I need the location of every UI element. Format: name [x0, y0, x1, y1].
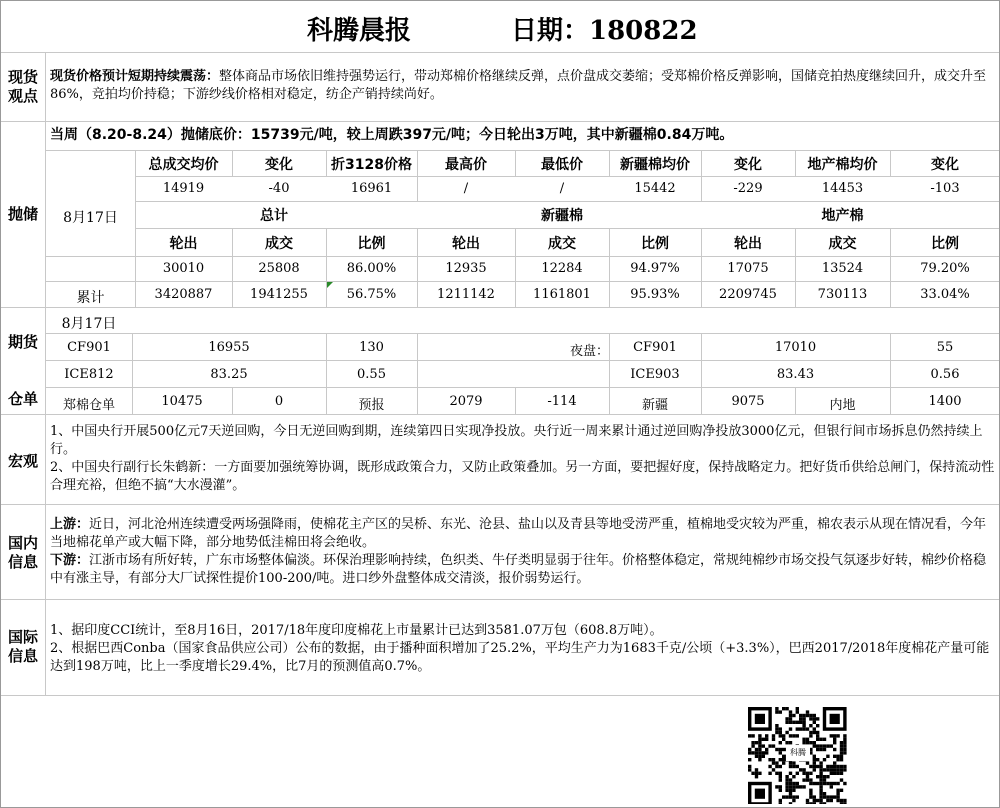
macro-label: 宏观	[7, 452, 38, 470]
table-cell: 14919	[162, 181, 205, 196]
warrant-cell: 2079	[449, 394, 483, 409]
futures-label: 期货	[7, 333, 38, 351]
futures-cell: 55	[936, 340, 954, 355]
table-header-cell: 地产棉均价	[807, 157, 878, 173]
table-cell: 16961	[350, 181, 393, 196]
table-header-cell: 比例	[641, 236, 669, 252]
domestic-upstream: 上游：近日，河北沧州连续遭受两场强降雨，使棉花主产区的吴桥、东光、沧县、盐山以及青县等地受涝严重，植棉地受灾较为严重，棉农表示从现在情况看，今年当地棉花单产或大幅下降，部分地势低洼棉田将会绝收。	[50, 517, 987, 550]
table-cell: 56.75%	[346, 287, 397, 302]
spot-view: 现货价格预计短期持续震荡：整体商品市场依旧维持强势运行，带动郑棉价格继续反弹，点价盘成交萎缩；受郑棉价格反弹影响，国储竞拍热度继续回升，成交升至86%，竞拍均价持稳；下游纱线价格相对稳定，纺企产销持续尚好。	[50, 69, 987, 102]
futures-date: 8月17日	[61, 316, 117, 332]
table-cell: 12935	[445, 261, 487, 276]
table-header-cell: 成交	[265, 236, 293, 252]
intl-label: 国际 信息	[7, 628, 38, 665]
table-cell: 1161801	[533, 287, 591, 302]
auction-date: 8月17日	[63, 210, 118, 226]
table-header-cell: 成交	[548, 236, 576, 252]
table-cell: 86.00%	[346, 261, 397, 276]
table-cell: 25808	[258, 261, 300, 276]
table-header-cell: 最低价	[541, 157, 583, 173]
table-cell: 95.93%	[630, 287, 680, 302]
warrant-label: 仓单	[7, 390, 38, 408]
table-header-cell: 总成交均价	[148, 157, 219, 173]
warrant-cell: 10475	[161, 394, 203, 409]
futures-cell: ICE812	[64, 367, 114, 382]
warrant-cell: 郑棉仓单	[62, 398, 115, 413]
warrant-cell: 9075	[731, 394, 765, 409]
intl-item-1: 1、据印度CCI统计，至8月16日，2017/18年度印度棉花上市量累计已达到3581.07万包（608.8万吨）。	[50, 623, 663, 638]
table-cell: 1211142	[437, 287, 495, 302]
comment-marker-icon	[327, 282, 333, 288]
futures-cell: CF901	[633, 340, 677, 355]
cumulative-label: 累计	[76, 290, 105, 306]
auction-summary: 当周（8.20-8.24）抛储底价：15739元/吨，较上周跌397元/吨；今日轮出3万吨，其中新疆棉0.84万吨。	[50, 127, 734, 143]
macro-item-1: 1、中国央行开展500亿元7天逆回购，今日无逆回购到期，连续第四日实现净投放。央行近一周来累计通过逆回购净投放3000亿元，但银行间市场拆息仍然持续上行。	[50, 424, 983, 457]
futures-cell: 130	[359, 340, 384, 355]
table-header-cell: 比例	[357, 236, 386, 252]
group-total: 总计	[260, 208, 288, 224]
futures-cell: 0.56	[930, 367, 960, 382]
group-xinjiang: 新疆棉	[541, 208, 583, 224]
table-header-cell: 折3128价格	[331, 157, 412, 173]
spot-label: 现货 观点	[7, 68, 38, 105]
report-title: 科腾晨报	[307, 16, 412, 46]
group-local: 地产棉	[821, 208, 864, 224]
table-cell: 94.97%	[630, 261, 680, 276]
futures-cell: 17010	[774, 340, 817, 355]
table-header-cell: 轮出	[169, 236, 198, 252]
table-cell: 12284	[541, 261, 583, 276]
warrant-cell: 1400	[928, 394, 962, 409]
warrant-cell: 新疆	[641, 398, 668, 413]
table-cell: 79.20%	[920, 261, 970, 276]
table-header-cell: 新疆棉均价	[620, 157, 690, 173]
auction-label: 抛储	[7, 205, 38, 223]
table-cell: 730113	[817, 287, 868, 302]
warrant-cell: 内地	[829, 398, 856, 413]
futures-cell: ICE903	[630, 367, 680, 382]
futures-cell: 16955	[208, 340, 250, 355]
domestic-downstream: 下游：江浙市场有所好转，广东市场整体偏淡。环保治理影响持续，色织类、牛仔类明显弱于往年。价格整体稳定，常规纯棉纱市场交投气氛逐步好转，棉纱价格稳中有涨主导，有部分大厂试探性提价100-200/吨。进口纱外盘整体成交清淡，报价弱势运行。	[50, 553, 987, 586]
qr-logo: 科腾	[786, 745, 810, 761]
table-cell: /	[463, 181, 469, 196]
warrant-cell: 预报	[358, 398, 385, 413]
warrant-cell: -114	[547, 394, 577, 409]
table-header-cell: 成交	[828, 236, 857, 252]
table-header-cell: 变化	[265, 157, 293, 173]
table-cell: -103	[930, 181, 960, 196]
futures-cell: 夜盘：	[569, 344, 609, 359]
table-cell: 14453	[821, 181, 864, 196]
intl-item-2: 2、根据巴西Conba（国家食品供应公司）公布的数据，由于播种面积增加了25.2%，平均生产力为1683千克/公顷（+3.3%），巴西2017/2018年度棉花产量可能达到198万吨，比上一季度增长29.4%，比7月的预测值高0.7%。	[50, 641, 990, 674]
table-cell: -40	[268, 181, 290, 196]
domestic-label: 国内 信息	[7, 534, 38, 571]
macro-item-2: 2、中国央行副行长朱鹤新：一方面要加强统筹协调，既形成政策合力，又防止政策叠加。另一方面，要把握好度，保持战略定力。把好货币供给总闸门，保持流动性合理充裕，但绝不搞“大水漫灌”。	[50, 460, 995, 493]
futures-cell: 0.55	[357, 367, 386, 382]
table-cell: 3420887	[154, 287, 213, 302]
table-cell: 1941255	[250, 287, 308, 302]
table-cell: 30010	[162, 261, 205, 276]
table-cell: 33.04%	[920, 287, 970, 302]
table-header-cell: 变化	[931, 157, 959, 173]
table-cell: /	[559, 181, 565, 196]
table-header-cell: 变化	[734, 157, 762, 173]
table-cell: 15442	[634, 181, 676, 196]
table-header-cell: 轮出	[734, 236, 762, 252]
futures-cell: 83.43	[776, 367, 815, 382]
futures-cell: CF901	[67, 340, 111, 355]
table-cell: 2209745	[719, 287, 777, 302]
table-cell: 13524	[821, 261, 864, 276]
table-cell: 17075	[727, 261, 769, 276]
table-header-cell: 比例	[931, 236, 959, 252]
report-date: 日期：180822	[511, 16, 698, 46]
warrant-cell: 0	[274, 394, 284, 409]
table-header-cell: 最高价	[445, 157, 487, 173]
table-header-cell: 轮出	[452, 236, 480, 252]
futures-cell: 83.25	[210, 367, 248, 382]
table-cell: -229	[733, 181, 763, 196]
